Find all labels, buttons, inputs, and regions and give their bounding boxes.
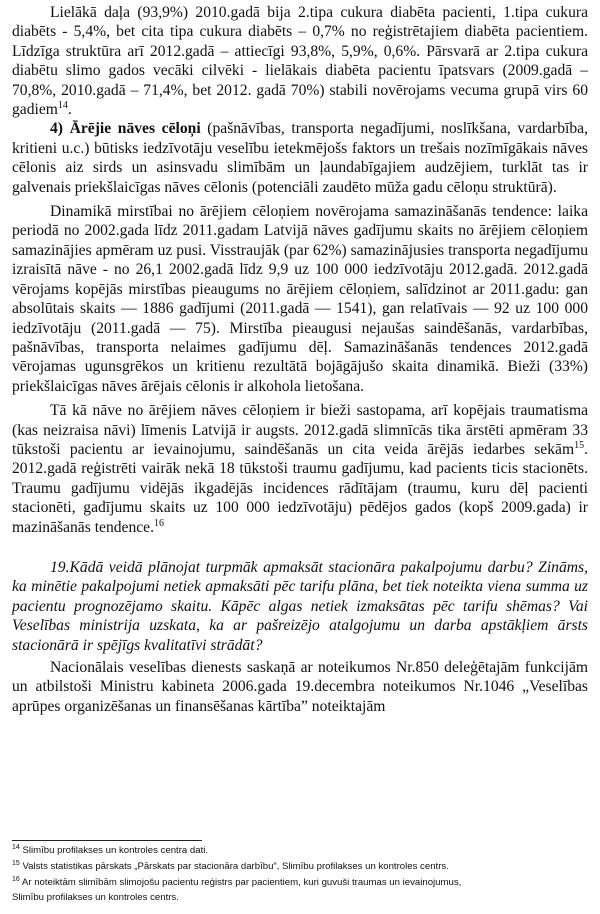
footnote-14: $^{14}$ Slimību profilakses un kontroles centra dati. [12,843,209,856]
document-page [12,0,588,914]
footnote-15: $^{15}$ Valsts statistikas pārskats „Pārskats par stacionāra darbību”, Slimību profilakses un kontroles centrs. [12,859,449,872]
paragraph-external-causes: 4) Ārējie nāves cēloņi (pašnāvības, transporta negadījumi, noslīkšana, vardarbība, kritieni u.c.) būtisks iedzīvotāju veselību ietekmējošs faktors un trešais nozīmīgākais nāves cēlonis aiz sirds un asinsvadu slimībām un ļaundabīgajiem audzējiem, turklāt tas ir galvenais priekšlaicīgas nāves cēlonis (potenciāli zaudēto mūža gadu cēloņu struktūrā). [12,120,588,196]
paragraph-traumatism: Tā kā nāve no ārējiem nāves cēloņiem ir bieži sastopama, arī kopējais traumatisma (kas neizraisa nāvi) līmenis Latvijā ir augsts. 2012.gadā slimnīcās tika ārstēti apmēram 33 tūkstoši pacientu ar ievainojumu, saindēšanās un cita veida ārējās iedarbes sekām$^{15}$. 2012.gadā reģistrēti vairāk nekā 18 tūkstoši traumu gadījumu, kad pacients ticis stacionēts. Traumu gadījumu vidējās ikgadējās incidences rādītājam (traumu, kuru dēļ pacienti stacionēti, gadījumu skaits uz 100 000 iedzīvotāju) pēdējos gados (kopš 2009.gada) ir mazināšanās tendence.$^{16}$ [12,402,588,536]
footnote-16-continued: Slimību profilakses un kontroles centrs. [12,892,179,903]
paragraph-answer: Nacionālais veselības dienests saskaņā ar noteikumos Nr.850 deleģētajām funkcijām un atbilstoši Ministru kabineta 2006.gada 19.decembra noteikumos Nr.1046 „Veselības aprūpes organizēšanas un finansēšanas kārtība” noteiktajām [12,659,588,715]
footnote-ref-14: 14 [57,99,68,111]
footnote-ref-15: 15 [574,439,585,451]
section-heading: 4) Ārējie nāves cēloņi [50,120,201,138]
paragraph-diabetes: Lielākā daļa (93,9%) 2010.gadā bija 2.tipa cukura diabēta pacienti, 1.tipa cukura diabēts - 5,4%, bet cita tipa cukura diabēts – 0,7% no reģistrētajiem diabēta pacientiem. Līdzīga struktūra arī 2012.gadā – attiecīgi 93,8%, 5,9%, 0,6%. Pārsvarā ar 2.tipa cukura diabētu slimo gados vecāki cilvēki - lielākais diabēta pacientu īpatsvars (2009.gadā – 70,8%, 2010.gadā – 71,4%, bet 2012. gadā 70%) stabili novērojams vecuma grupā virs 60 gadiem$^{14}$. [12,4,588,119]
footnote-16: $^{16}$ Ar noteiktām slimībām slimojošu pacientu reģistrs par pacientiem, kuri guvuši traumas un ievainojumus, [12,875,462,888]
paragraph-mortality-dynamics: Dinamikā mirstībai no ārējiem cēloņiem novērojama samazināšanās tendence: laika periodā no 2002.gada līdz 2011.gadam Latvijā nāves gadījumu skaits no ārējiem cēloņiem samazinājies apmēram uz pusi. Visstraujāk (par 62%) samazinājusies transporta negadījumu izraisītā nāve - no 26,1 2002.gadā līdz 9,9 uz 100 000 iedzīvotāju 2012.gadā. 2012.gadā vērojams kopējās mirstības pieaugums no ārējiem cēloņiem, salīdzinot ar 2011.gadu: gan absolūtais skaits — 1886 gadījumi (2011.gadā — 1541), gan relatīvais — 92 uz 100 000 iedzīvotāju (2011.gadā — 75). Mirstība pieaugusi nejaušas saindēšanās, vardarbības, pašnāvības, transporta nelaimes gadījumu dēļ. Samazināšanās tendences 2012.gadā vērojamas ugunsgrēkos un kritienu rezultātā bojāgājušo skaita dinamikā. Bieži (33%) priekšlaicīgas nāves ārējais cēlonis ir alkohola lietošana. [12,203,588,395]
footnote-divider [12,840,202,841]
question-19: 19.Kādā veidā plānojat turpmāk apmaksāt stacionāra pakalpojumu darbu? Zināms, ka minētie pakalpojumi netiek apmaksāti pēc tarifu plāna, bet tiek noteikta viena summa uz pacientu prognozējamo skaitu. Kāpēc algas netiek izmaksātas pēc tarifu shēmas? Vai Veselības ministrija uzskata, ka ar pašreizējo atalgojumu un darba apstākļiem ārsts stacionārā ir spējīgs kvalitatīvi strādāt? [12,558,588,654]
footnote-ref-16: 16 [154,517,165,529]
